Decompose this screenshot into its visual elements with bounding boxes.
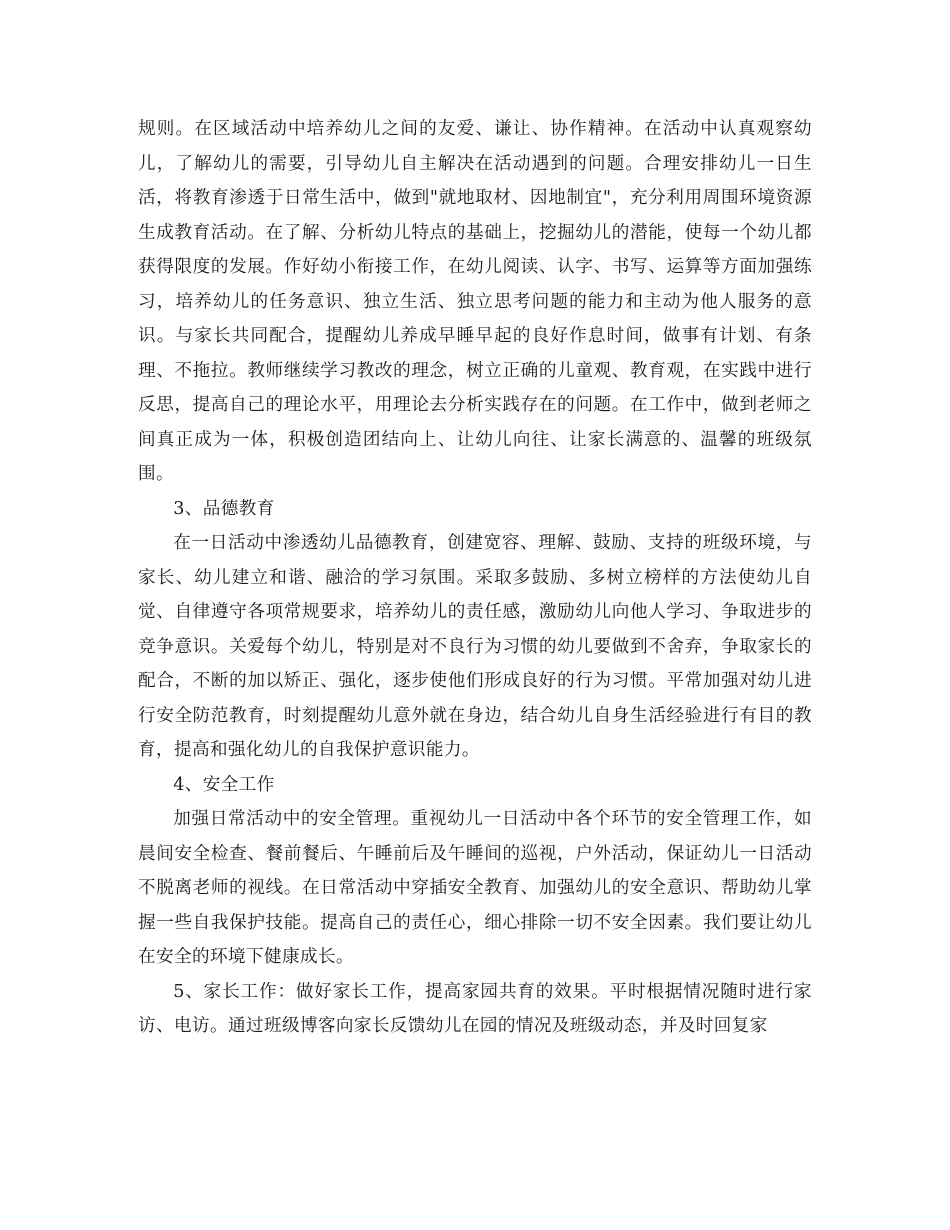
paragraph-parent-work: 5、家长工作：做好家长工作，提高家园共育的效果。平时根据情况随时进行家访、电访。通过班级博客向家长反馈幼儿在园的情况及班级动态，并及时回复家 — [138, 981, 812, 1036]
paragraph-regional-activities: 规则。在区域活动中培养幼儿之间的友爱、谦让、协作精神。在活动中认真观察幼儿，了解幼儿的需要，引导幼儿自主解决在活动遇到的问题。合理安排幼儿一日生活，将教育渗透于日常生活中，做到"就地取材、因地制宜"，充分利用周围环境资源生成教育活动。在了解、分析幼儿特点的基础上，挖掘幼儿的潜能，使每一个幼儿都获得限度的发展。作好幼小衔接工作，在幼儿阅读、认字、书写、运算等方面加强练习，培养幼儿的任务意识、独立生活、独立思考问题的能力和主动为他人服务的意识。与家长共同配合，提醒幼儿养成早睡早起的良好作息时间，做事有计划、有条理、不拖拉。教师继续学习教改的理念，树立正确的儿童观、教育观，在实践中进行反思，提高自己的理论水平，用理论去分析实践存在的问题。在工作中，做到老师之间真正成为一体，积极创造团结向上、让幼儿向往、让家长满意的、温馨的班级氛围。 — [138, 119, 812, 484]
heading-safety-work: 4、安全工作 — [173, 774, 275, 795]
paragraph-moral-education: 在一日活动中渗透幼儿品德教育，创建宽容、理解、鼓励、支持的班级环境，与家长、幼儿建立和谐、融洽的学习氛围。采取多鼓励、多树立榜样的方法使幼儿自觉、自律遵守各项常规要求，培养幼儿的责任感，激励幼儿向他人学习、争取进步的竞争意识。关爱每个幼儿，特别是对不良行为习惯的幼儿要做到不舍弃，争取家长的配合，不断的加以矫正、强化，逐步使他们形成良好的行为习惯。平常加强对幼儿进行安全防范教育，时刻提醒幼儿意外就在身边，结合幼儿自身生活经验进行有目的教育，提高和强化幼儿的自我保护意识能力。 — [138, 533, 812, 760]
document-page — [138, 112, 812, 1044]
paragraph-safety-work: 加强日常活动中的安全管理。重视幼儿一日活动中各个环节的安全管理工作，如晨间安全检查、餐前餐后、午睡前后及午睡间的巡视，户外活动，保证幼儿一日活动不脱离老师的视线。在日常活动中穿插安全教育、加强幼儿的安全意识、帮助幼儿掌握一些自我保护技能。提高自己的责任心，细心排除一切不安全因素。我们要让幼儿在安全的环境下健康成长。 — [138, 809, 812, 967]
heading-moral-education: 3、品德教育 — [173, 498, 275, 519]
